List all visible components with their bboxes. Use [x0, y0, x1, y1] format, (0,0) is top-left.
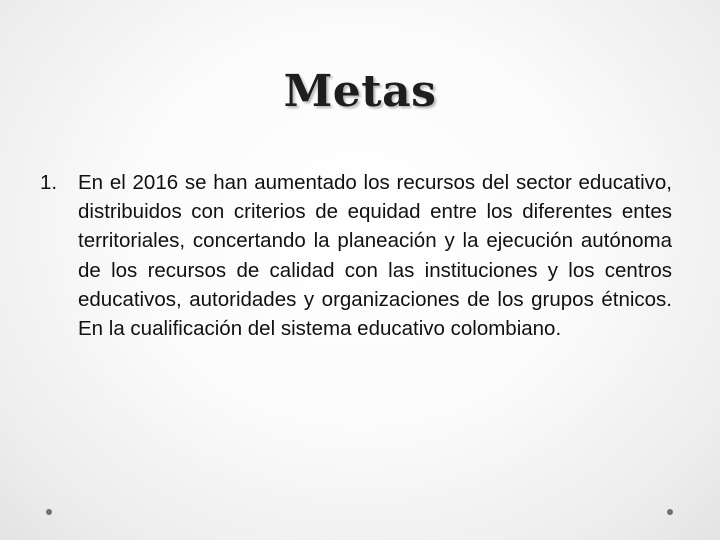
slide-title: Metas — [283, 66, 437, 117]
list-item-number: 1. — [40, 171, 58, 194]
list-item — [40, 168, 672, 343]
goals-list — [40, 168, 672, 343]
list-item-text: En el 2016 se han aumentado los recursos del sector educativo, distribuidos con criterios de equidad entre los diferentes entes territoriales, concertando la planeación y la ejecución autónoma de los recursos de calidad con las instituciones y los centros educativos, autoridades y organizaciones de los grupos étnicos. En la cualificación del sistema educativo colombiano. — [78, 171, 672, 341]
decorative-dot-left — [46, 509, 52, 515]
decorative-dot-right — [667, 509, 673, 515]
